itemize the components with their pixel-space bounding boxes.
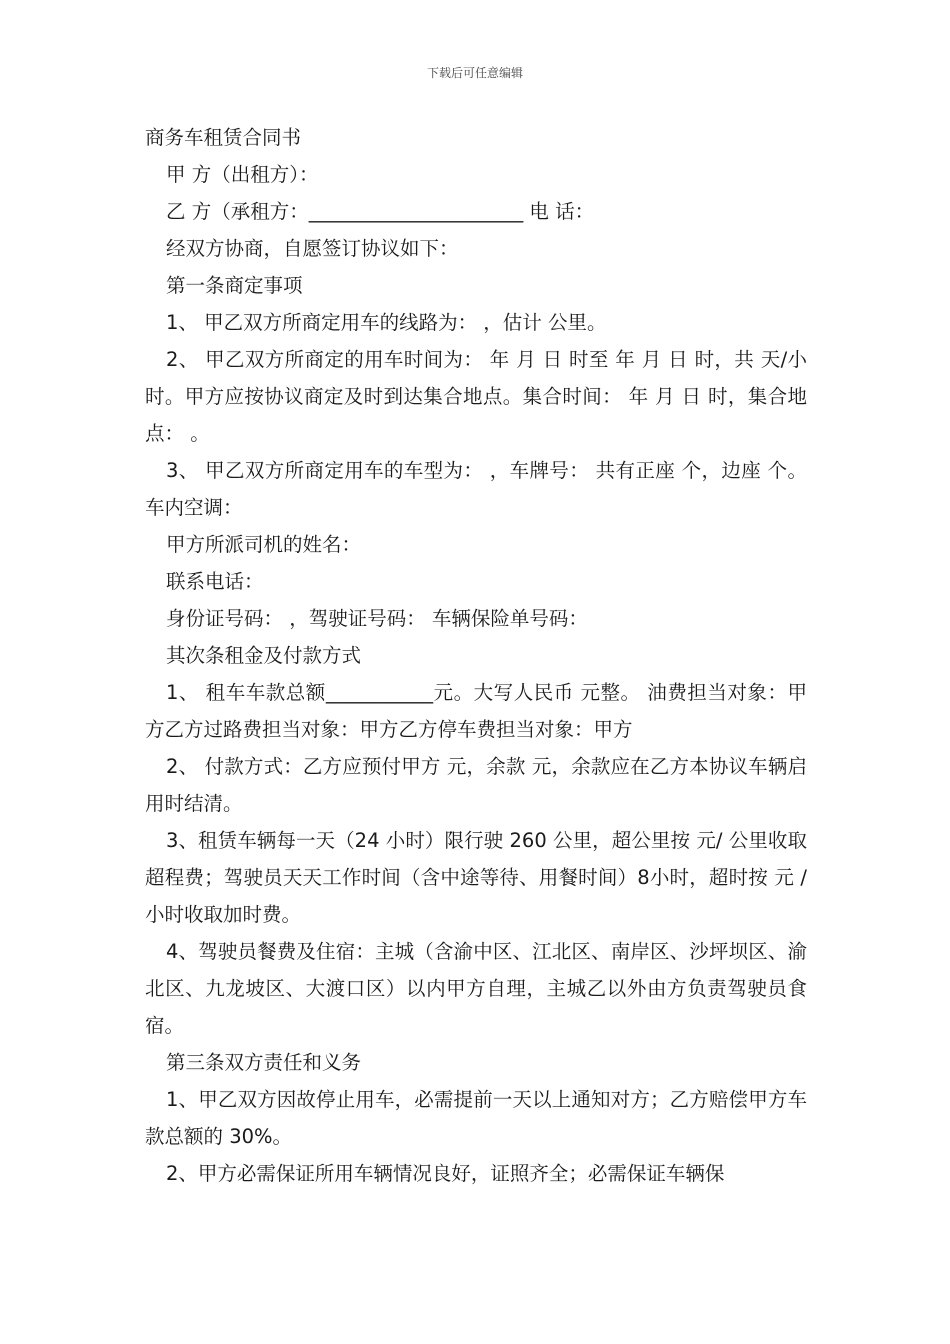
article-1-clause-3: 3、 甲乙双方所商定用车的车型为： ，车牌号： 共有正座 个，边座 个。车内空调：	[145, 459, 807, 519]
driver-name-line: 甲方所派司机的姓名：	[166, 533, 362, 556]
article-2-heading: 其次条租金及付款方式	[166, 644, 362, 667]
document-body	[145, 119, 807, 1192]
article-1-clause-1: 1、 甲乙双方所商定用车的线路为： ，估计 公里。	[166, 311, 607, 334]
document-title: 商务车租赁合同书	[145, 126, 302, 149]
id-numbers-line: 身份证号码： ，驾驶证号码： 车辆保险单号码：	[166, 607, 588, 630]
article-3-clause-2: 2、甲方必需保证所用车辆情况良好，证照齐全；必需保证车辆保	[166, 1162, 725, 1185]
article-3-clause-1: 1、甲乙双方因故停止用车，必需提前一天以上通知对方；乙方赔偿甲方车款总额的 30%。	[145, 1088, 807, 1148]
contact-phone-line: 联系电话：	[166, 570, 264, 593]
page-header-note: 下载后可任意编辑	[426, 66, 523, 80]
article-2-clause-4: 4、驾驶员餐费及住宿：主城（含渝中区、江北区、南岸区、沙坪坝区、渝北区、九龙坡区、大渡口区）以内甲方自理，主城乙以外由方负责驾驶员食宿。	[145, 940, 807, 1037]
agreement-intro: 经双方协商，自愿签订协议如下：	[166, 237, 459, 260]
article-2-clause-1: 1、 租车车款总额___________元。大写人民币 元整。 油费担当对象：甲方乙方过路费担当对象：甲方乙方停车费担当对象：甲方	[145, 681, 807, 741]
article-1-heading: 第一条商定事项	[166, 274, 303, 297]
party-b-line: 乙 方（承租方：______________________ 电 话：	[166, 200, 595, 223]
article-2-clause-3: 3、租赁车辆每一天（24 小时）限行驶 260 公里，超公里按 元/ 公里收取超程费；驾驶员天天工作时间（含中途等待、用餐时间）8小时，超时按 元 /小时收取加时费。	[145, 829, 807, 926]
party-a-line: 甲 方（出租方）：	[166, 163, 319, 186]
article-1-clause-2: 2、 甲乙双方所商定的用车时间为： 年 月 日 时至 年 月 日 时，共 天/小时。甲方应按协议商定及时到达集合地点。集合时间： 年 月 日 时，集合地点： 。	[145, 348, 807, 445]
article-3-heading: 第三条双方责任和义务	[166, 1051, 362, 1074]
article-2-clause-2: 2、 付款方式：乙方应预付甲方 元，余款 元，余款应在乙方本协议车辆启用时结清。	[145, 755, 807, 815]
